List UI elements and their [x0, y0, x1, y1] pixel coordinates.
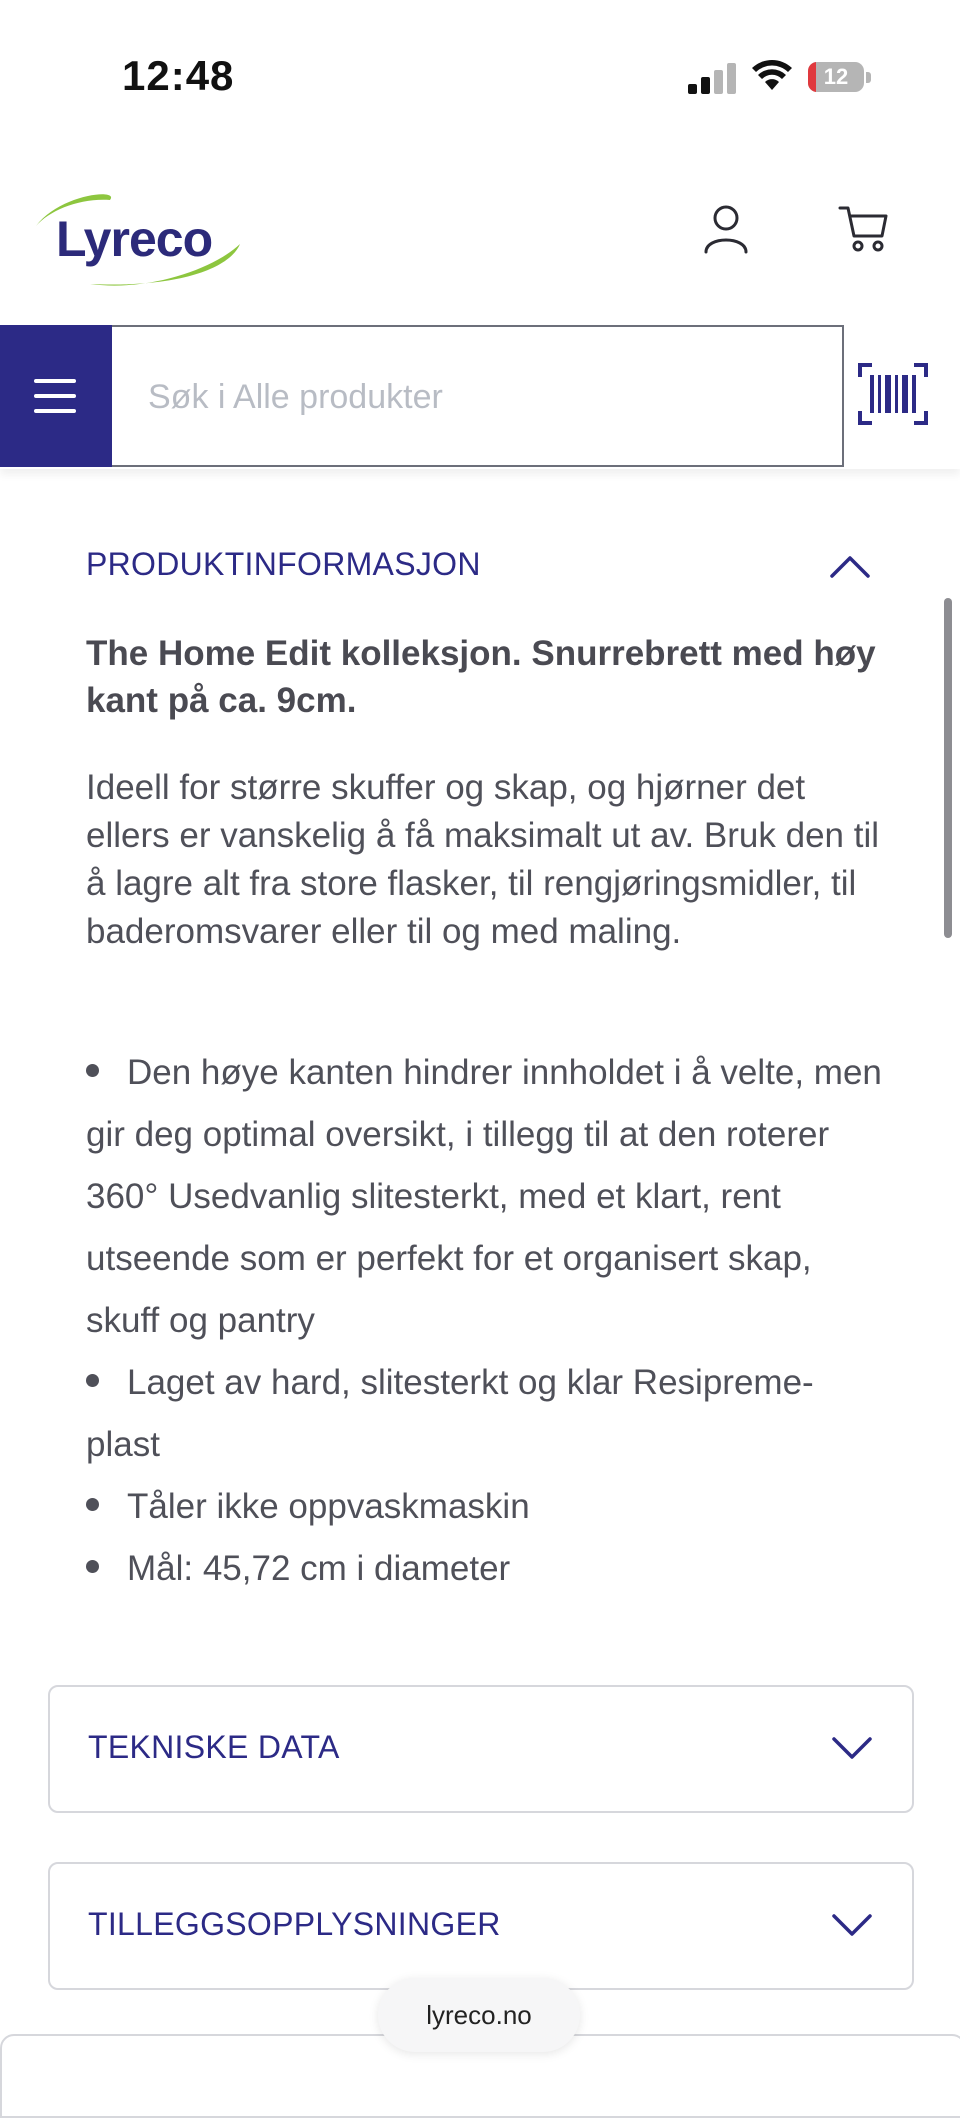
product-description: Ideell for større skuffer og skap, og hjørner det ellers er vanskelig å få maksimalt ut av. Bruk den til å lagre alt fra store flasker, til rengjøringsmidler, til baderomsvarer eller til og med maling. [86, 768, 880, 951]
cart-icon[interactable] [836, 200, 892, 256]
browser-url-pill[interactable]: lyreco.no [378, 1978, 580, 2052]
bullet-icon [86, 1064, 99, 1077]
search-input[interactable] [146, 327, 810, 467]
cellular-signal-icon [688, 62, 736, 94]
status-time: 12:48 [122, 52, 235, 99]
feature-text: Laget av hard, slitesterkt og klar Resipreme-plast [86, 1363, 814, 1464]
list-item [86, 1476, 886, 1538]
search-bar [0, 325, 960, 469]
bullet-icon [86, 1498, 99, 1511]
feature-text: Den høye kanten hindrer innholdet i å velte, men gir deg optimal oversikt, i tillegg til at den roterer 360° Usedvanlig slitesterkt, med et klart, rent utseende som er perfekt for et organisert skap, skuff og pantry [86, 1053, 882, 1340]
product-subtitle: The Home Edit kolleksjon. Snurrebrett med høy kant på ca. 9cm. [86, 634, 876, 720]
list-item [86, 1352, 886, 1476]
additional-info-accordion[interactable] [48, 1862, 914, 1990]
product-info-header[interactable] [86, 540, 886, 592]
product-info-title: PRODUKTINFORMASJON [86, 546, 481, 582]
wifi-icon [752, 58, 792, 92]
user-icon[interactable] [698, 200, 754, 256]
site-header [0, 160, 960, 310]
list-item [86, 1538, 886, 1600]
scrollbar[interactable] [944, 598, 952, 938]
chevron-down-icon[interactable] [830, 1912, 874, 1940]
menu-button[interactable] [0, 325, 112, 467]
feature-text: Tåler ikke oppvaskmaskin [127, 1487, 530, 1526]
list-item [86, 1042, 886, 1352]
status-bar [0, 0, 960, 150]
feature-text: Mål: 45,72 cm i diameter [127, 1549, 511, 1588]
battery-icon [808, 62, 872, 94]
logo-text: Lyreco [56, 211, 213, 267]
product-feature-list [86, 1042, 886, 1600]
technical-data-title: TEKNISKE DATA [88, 1729, 340, 1765]
battery-level: 12 [823, 64, 849, 89]
bullet-icon [86, 1560, 99, 1573]
technical-data-accordion[interactable] [48, 1685, 914, 1813]
bullet-icon [86, 1374, 99, 1387]
additional-info-title: TILLEGGSOPPLYSNINGER [88, 1906, 501, 1942]
barcode-scan-icon[interactable] [858, 361, 928, 427]
chevron-down-icon[interactable] [830, 1735, 874, 1763]
chevron-up-icon[interactable] [828, 552, 872, 580]
search-field[interactable] [112, 325, 844, 467]
lyreco-logo[interactable] [30, 188, 245, 293]
